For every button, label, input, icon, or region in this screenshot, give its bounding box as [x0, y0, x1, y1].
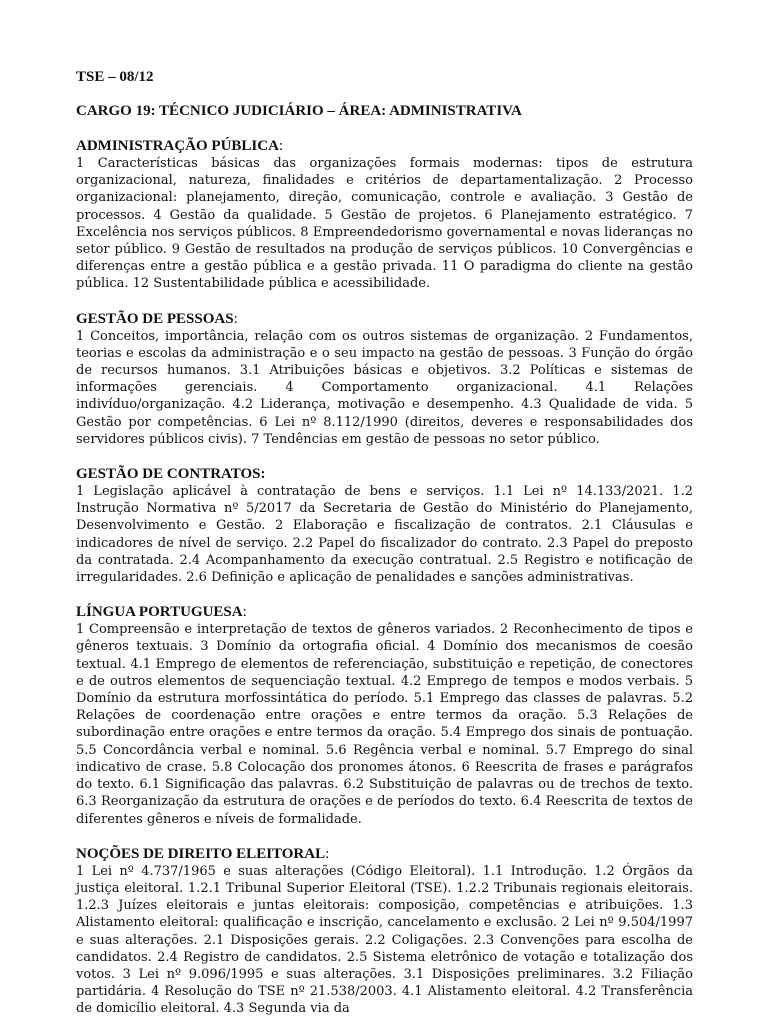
section-heading-text: NOÇÕES DE DIREITO ELEITORAL — [76, 845, 326, 862]
section-heading — [76, 465, 693, 483]
document-header: TSE – 08/12 — [76, 69, 154, 85]
section-body: 1 Lei nº 4.737/1965 e suas alterações (Código Eleitoral). 1.1 Introdução. 1.2 Órgãos da justiça eleitoral. 1.2.1 Tribunal Superior Eleitoral (TSE). 1.2.2 Tribunais regionais eleitorais. 1.2.3 Juízes eleitorais e juntas eleitorais: composição, competências e atribuições. 1.3 Alistamento eleitoral: qualificação e inscrição, cancelamento e exclusão. 2 Lei nº 9.504/1997 e suas alterações. 2.1 Disposições gerais. 2.2 Coligações. 2.3 Convenções para escolha de candidatos. 2.4 Registro de candidatos. 2.5 Sistema eletrônico de votação e totalização dos votos. 3 Lei nº 9.096/1995 e suas alterações. 3.1 Disposições preliminares. 3.2 Filiação partidária. 4 Resolução do TSE nº 21.538/2003. 4.1 Alistamento eleitoral. 4.2 Transferência de domicílio eleitoral. 4.3 Segunda via da — [76, 863, 693, 1017]
section-heading-text: GESTÃO DE PESSOAS — [76, 310, 234, 327]
section-heading — [76, 310, 693, 328]
section-gestao-de-pessoas — [76, 310, 693, 448]
section-heading-suffix: : — [278, 138, 284, 154]
section-direito-eleitoral — [76, 845, 693, 1018]
section-heading — [76, 137, 693, 155]
section-lingua-portuguesa — [76, 603, 693, 827]
section-heading-text: LÍNGUA PORTUGUESA — [76, 604, 243, 621]
section-heading-suffix: : — [242, 604, 247, 621]
section-body: 1 Compreensão e interpretação de textos de gêneros variados. 2 Reconhecimento de tipos e gêneros textuais. 3 Domínio da ortografia oficial. 4 Domínio dos mecanismos de coesão textual. 4.1 Emprego de elementos de referenciação, substituição e repetição, de conectores e de outros elementos de sequenciação textual. 4.2 Emprego de tempos e modos verbais. 5 Domínio da estrutura morfossintática do período. 5.1 Emprego das classes de palavras. 5.2 Relações de coordenação entre orações e entre termos da oração. 5.3 Relações de subordinação entre orações e entre termos da oração. 5.4 Emprego dos sinais de pontuação. 5.5 Concordância verbal e nominal. 5.6 Regência verbal e nominal. 5.7 Emprego do sinal indicativo de crase. 5.8 Colocação dos pronomes átonos. 6 Reescrita de frases e parágrafos do texto. 6.1 Significação das palavras. 6.2 Substituição de palavras ou de trechos de texto. 6.3 Reorganização da estrutura de orações e de períodos do texto. 6.4 Reescrita de textos de diferentes gêneros e níveis de formalidade. — [76, 622, 693, 827]
section-heading-text: GESTÃO DE CONTRATOS: — [76, 466, 266, 483]
section-heading-suffix: : — [325, 845, 330, 862]
document-page — [76, 68, 693, 1018]
section-heading-suffix: : — [233, 310, 238, 327]
cargo-title: CARGO 19: TÉCNICO JUDICIÁRIO – ÁREA: ADMINISTRATIVA — [76, 103, 522, 119]
section-heading — [76, 603, 693, 621]
section-administracao-publica — [76, 137, 693, 293]
section-gestao-de-contratos — [76, 465, 693, 586]
section-body: 1 Legislação aplicável à contratação de bens e serviços. 1.1 Lei nº 14.133/2021. 1.2 Instrução Normativa nº 5/2017 da Secretaria de Gestão do Ministério do Planejamento, Desenvolvimento e Gestão. 2 Elaboração e fiscalização de contratos. 2.1 Cláusulas e indicadores de nível de serviço. 2.2 Papel do fiscalizador do contrato. 2.3 Papel do preposto da contratada. 2.4 Acompanhamento da execução contratual. 2.5 Registro e notificação de irregularidades. 2.6 Definição e aplicação de penalidades e sanções administrativas. — [76, 484, 693, 586]
section-heading-text: ADMINISTRAÇÃO PÚBLICA — [76, 138, 279, 154]
section-body: 1 Conceitos, importância, relação com os outros sistemas de organização. 2 Fundamentos, teorias e escolas da administração e o seu impacto na gestão de pessoas. 3 Função do órgão de recursos humanos. 3.1 Atribuições básicas e objetivos. 3.2 Políticas e sistemas de informações gerenciais. 4 Comportamento organizacional. 4.1 Relações indivíduo/organização. 4.2 Liderança, motivação e desempenho. 4.3 Qualidade de vida. 5 Gestão por competências. 6 Lei nº 8.112/1990 (direitos, deveres e responsabilidades dos servidores públicos civis). 7 Tendências em gestão de pessoas no setor público. — [76, 328, 693, 447]
section-heading — [76, 845, 693, 863]
section-body: 1 Características básicas das organizações formais modernas: tipos de estrutura organizacional, natureza, finalidades e critérios de departamentalização. 2 Processo organizacional: planejamento, direção, comunicação, controle e avaliação. 3 Gestão de processos. 4 Gestão da qualidade. 5 Gestão de projetos. 6 Planejamento estratégico. 7 Excelência nos serviços públicos. 8 Empreendedorismo governamental e novas lideranças no setor público. 9 Gestão de resultados na produção de serviços públicos. 10 Convergências e diferenças entre a gestão pública e a gestão privada. 11 O paradigma do cliente na gestão pública. 12 Sustentabilidade pública e acessibilidade. — [76, 156, 693, 292]
